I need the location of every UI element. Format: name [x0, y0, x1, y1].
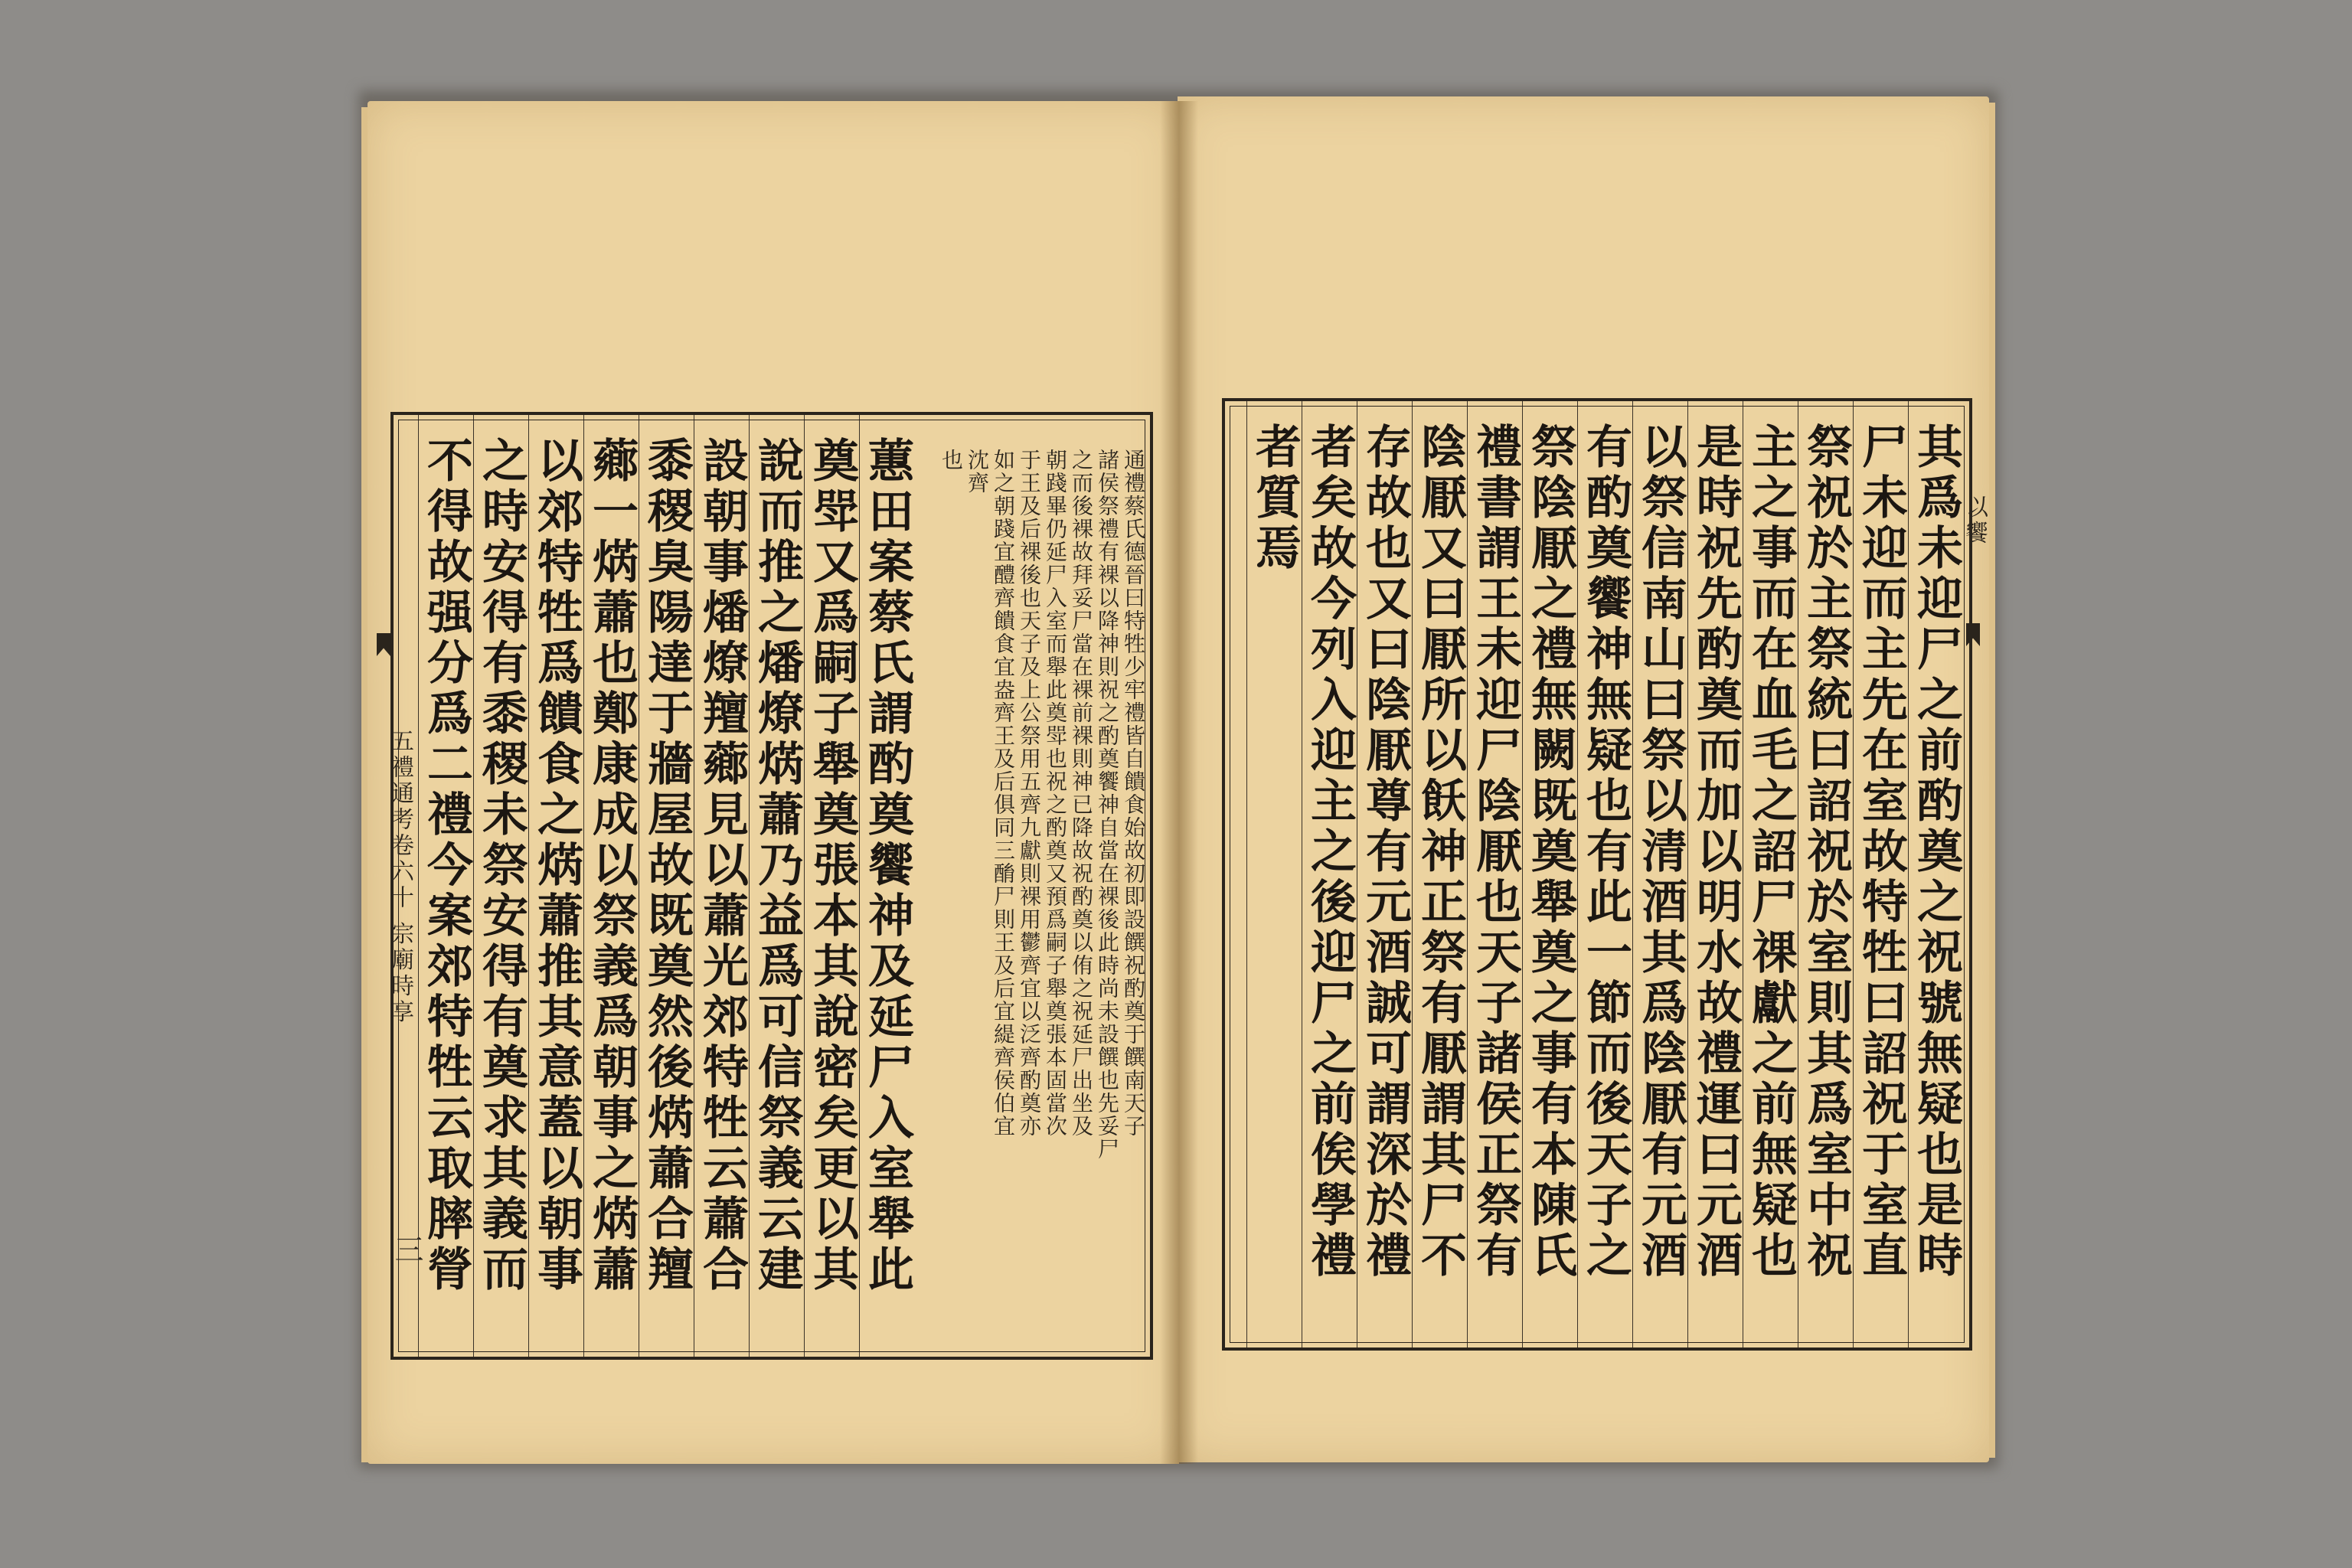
text-column: 是時祝先酌奠而加以明水故禮運曰元酒: [1687, 401, 1743, 1348]
text-column: 黍稷臭陽達于牆屋故既奠然後焫蕭合羶: [639, 415, 694, 1357]
note-line: 也: [939, 449, 964, 472]
text-column: 薌一焫蕭也鄭康成以祭義爲朝事之焫蕭: [583, 415, 639, 1357]
note-line: 通禮蔡氏德晉曰特牲少牢禮皆自饋食始故初即設饌祝酌奠于饌南天子: [1121, 449, 1146, 1138]
left-text-frame: [390, 412, 1153, 1360]
text-column: 蕙田案蔡氏謂酌奠饗神及延尸入室舉此: [859, 415, 915, 1357]
text-column: 禮書謂王未迎尸陰厭也天子諸侯正祭有: [1467, 401, 1523, 1348]
text-column: 者質焉: [1246, 401, 1302, 1348]
left-margin-label: 五禮通考卷六十 宗廟時享: [387, 729, 413, 1026]
note-line: 如之朝踐宜醴齊饋食宜盎齊王及后俱同三酳尸則王及后宜緹齊侯伯宜: [991, 449, 1016, 1138]
text-column: 主之事而在血毛之詔尸祼獻之前無疑也: [1743, 401, 1798, 1348]
note-line: 之而後裸故拜妥尸當在裸前裸則神已降故祝酌奠以侑之祝延尸出坐及: [1069, 449, 1094, 1138]
text-column: 以祭信南山曰祭以清酒其爲陰厭有元酒: [1632, 401, 1688, 1348]
book-gutter: [1160, 101, 1198, 1464]
text-column: 以郊特牲爲饋食之焫蕭推其意蓋以朝事: [528, 415, 584, 1357]
text-column: 不得故强分爲二禮今案郊特牲云取膟膋: [418, 415, 474, 1357]
text-column: 有酌奠饗神無疑也有此一節而後天子之: [1577, 401, 1633, 1348]
left-folio: 三: [390, 1234, 423, 1266]
text-column: 設朝事燔燎羶薌見以蕭光郊特牲云蕭合: [694, 415, 750, 1357]
note-line: 諸侯祭禮有裸以降神則祝之酌奠饗神自當在裸後此時尚未設饌也先妥尸: [1095, 449, 1120, 1161]
text-column: 祭陰厭之禮無闕既奠舉奠之事有本陳氏: [1522, 401, 1578, 1348]
text-column: 奠斝又爲嗣子舉奠張本其說密矣更以其: [804, 415, 860, 1357]
text-column: 祭祝於主祭統曰詔祝於室則其爲室中祝: [1798, 401, 1854, 1348]
note-line: 朝踐畢仍延尸入室而舉此奠斝也祝之酌奠又預爲嗣子舉奠張本固當次: [1043, 449, 1068, 1138]
text-column: 之時安得有黍稷未祭安得有奠求其義而: [473, 415, 529, 1357]
text-column: 者矣故今列入迎主之後迎尸之前俟學禮: [1302, 401, 1357, 1348]
note-line: 沈齊: [965, 449, 990, 495]
text-column: 陰厭又曰厭所以飫神正祭有厭謂其尸不: [1412, 401, 1468, 1348]
text-column: 尸未迎而主先在室故特牲曰詔祝于室直: [1853, 401, 1909, 1348]
right-margin-label: 以饗: [1961, 495, 1988, 547]
text-column: 存故也又曰陰厭尊有元酒誠可謂深於禮: [1357, 401, 1413, 1348]
commentary-notes: [914, 415, 1144, 1357]
right-text-frame: [1222, 398, 1972, 1351]
note-line: 于王及后裸後也天子及上公祭用五齊九獻則裸用鬱齊宜以泛齊酌奠亦: [1017, 449, 1042, 1138]
text-column: 說而推之燔燎焫蕭乃益爲可信祭義云建: [749, 415, 805, 1357]
text-column: 其爲未迎尸之前酌奠之祝號無疑也是時: [1908, 401, 1964, 1348]
